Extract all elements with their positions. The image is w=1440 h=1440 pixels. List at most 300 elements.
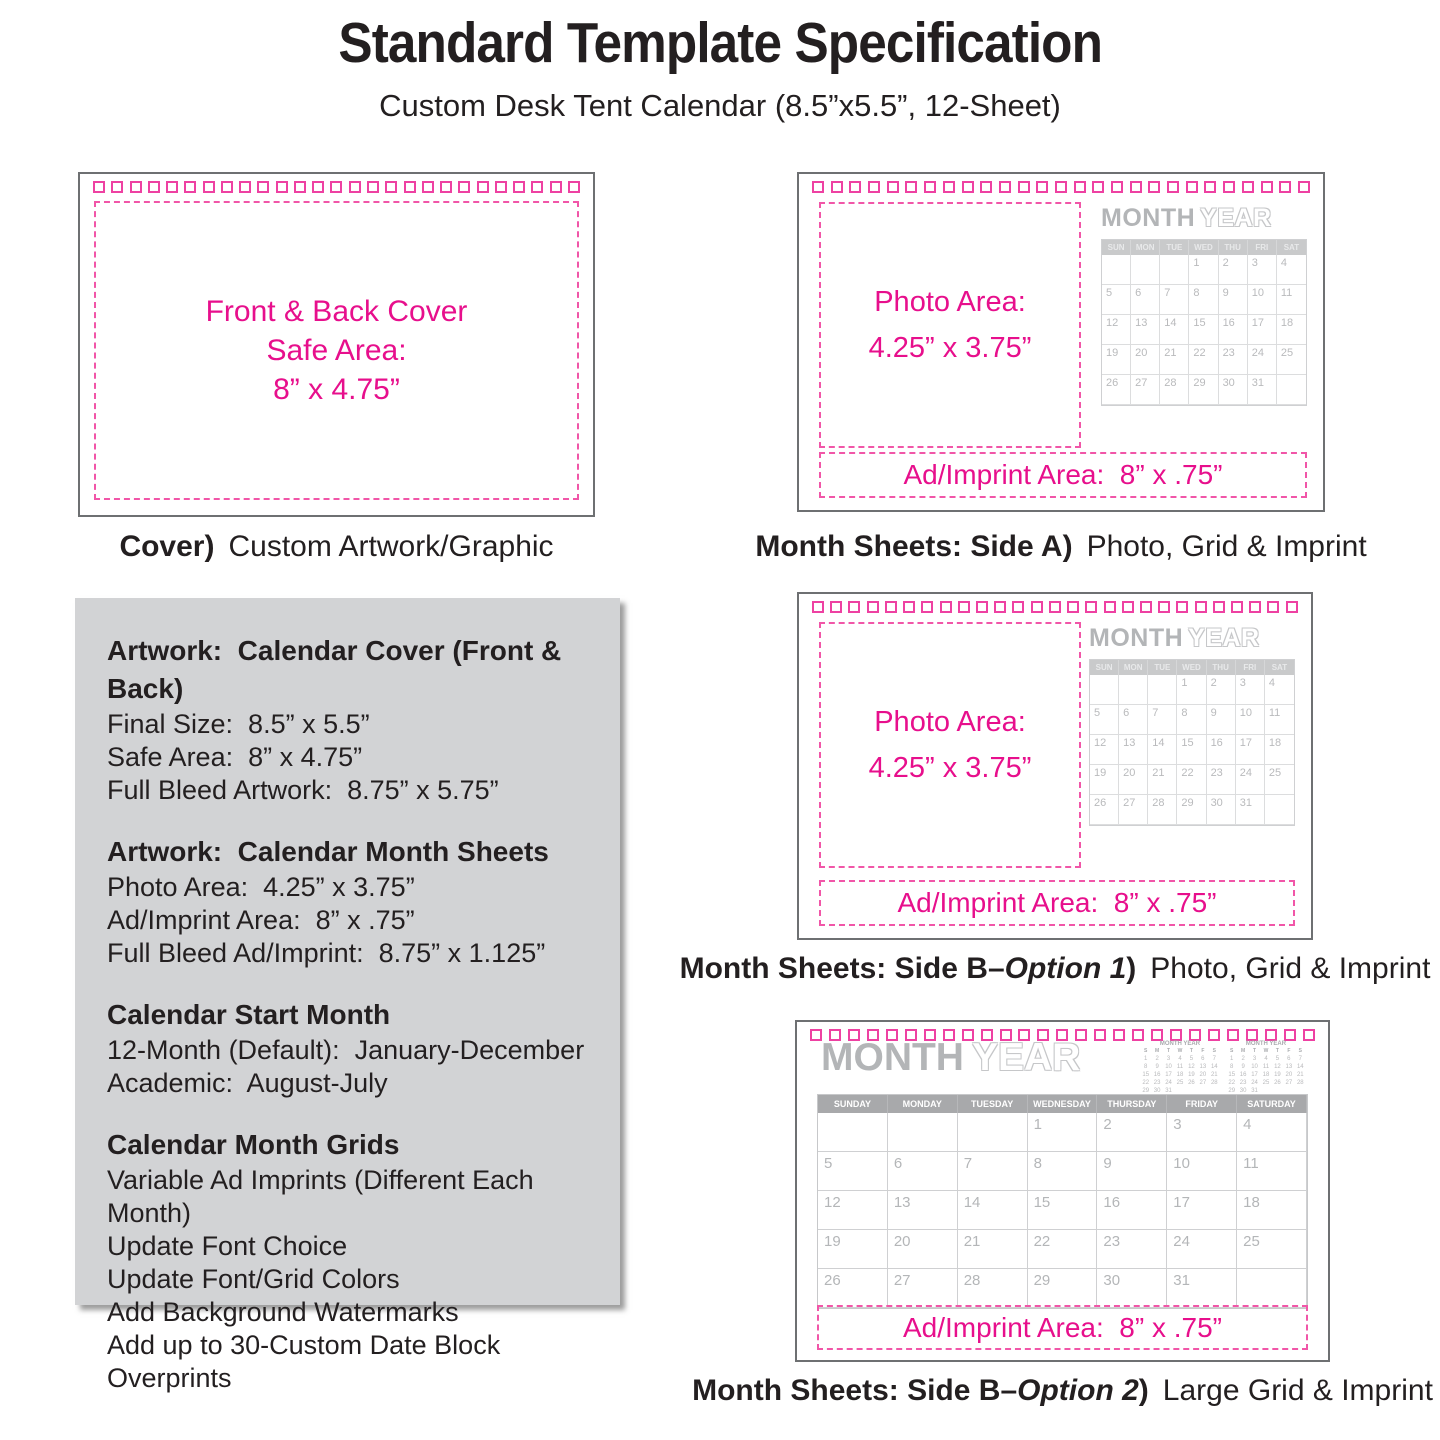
calendar-date-cell: 25 xyxy=(1277,345,1306,375)
spec-line: Add up to 30-Custom Date Block Overprints xyxy=(107,1330,508,1393)
tiny-date-cell: 23 xyxy=(1239,1080,1247,1086)
calendar-date-cell: 5 xyxy=(818,1152,888,1191)
binding-hole xyxy=(1074,181,1086,193)
calendar-day-header: MONDAY xyxy=(888,1095,958,1113)
binding-hole xyxy=(812,601,824,613)
calendar-date-cell: 20 xyxy=(888,1230,958,1269)
binding-hole xyxy=(1130,181,1142,193)
calendar-date-cell: 25 xyxy=(1237,1230,1307,1269)
calendar-date-cell: 14 xyxy=(1160,315,1189,345)
safe-area-label: 8” x 4.75” xyxy=(273,373,400,406)
binding-hole xyxy=(1104,601,1116,613)
binding-hole xyxy=(166,181,178,193)
binding-hole xyxy=(203,181,215,193)
calendar-date-cell: 29 xyxy=(1189,375,1218,405)
tiny-date-cell: 7 xyxy=(1298,1056,1302,1062)
binding-hole xyxy=(924,181,936,193)
page-title xyxy=(0,10,1440,76)
calendar-date-cell: 12 xyxy=(818,1191,888,1230)
tiny-day-letter: T xyxy=(1253,1048,1257,1054)
tiny-day-letter: M xyxy=(1241,1048,1246,1054)
calendar-date-cell xyxy=(1265,795,1294,825)
calendar-date-cell xyxy=(818,1113,888,1152)
binding-hole xyxy=(849,181,861,193)
calendar-date-cell: 3 xyxy=(1248,255,1277,285)
calendar-date-cell: 21 xyxy=(958,1230,1028,1269)
binding-hole xyxy=(458,181,470,193)
spec-section-lines xyxy=(107,1034,600,1100)
binding-hole xyxy=(1261,181,1273,193)
tiny-calendar-title: MONTH YEAR xyxy=(1245,1041,1287,1047)
spec-section-heading: Calendar Month Grids xyxy=(107,1129,400,1160)
tiny-date-cell: 13 xyxy=(1285,1064,1293,1070)
binding-hole xyxy=(1122,601,1134,613)
calendar-date-cell: 29 xyxy=(1028,1269,1098,1308)
calendar-date-cell xyxy=(1277,375,1306,405)
binding-hole xyxy=(1176,601,1188,613)
tiny-reference-calendar xyxy=(1140,1040,1220,1095)
photo-area-label: Photo Area: xyxy=(874,286,1026,318)
calendar-date-cell: 7 xyxy=(1160,285,1189,315)
binding-hole xyxy=(943,181,955,193)
calendar-date-cell: 27 xyxy=(1119,795,1148,825)
tiny-date-cell: 1 xyxy=(1230,1056,1234,1062)
binding-hole xyxy=(422,181,434,193)
calendar-date-cell: 10 xyxy=(1236,705,1265,735)
calendar-day-header-row xyxy=(1102,240,1306,255)
binding-hole xyxy=(531,181,543,193)
binding-hole xyxy=(1242,181,1254,193)
binding-hole xyxy=(1231,601,1243,613)
binding-hole xyxy=(1186,181,1198,193)
calendar-date-cell: 19 xyxy=(1102,345,1131,375)
binding-hole xyxy=(903,601,915,613)
calendar-date-cell: 3 xyxy=(1167,1113,1237,1152)
ad-imprint-label: Ad/Imprint Area: 8” x .75” xyxy=(897,887,1217,918)
tiny-date-cell: 2 xyxy=(1155,1056,1159,1062)
calendar-date-cell xyxy=(1119,675,1148,705)
tiny-date-cell: 21 xyxy=(1296,1072,1304,1078)
calendar-day-header: SUNDAY xyxy=(818,1095,888,1113)
spec-section-month-sheets xyxy=(107,833,600,970)
tiny-date-cell: 20 xyxy=(1285,1072,1293,1078)
tiny-date-cell: 8 xyxy=(1230,1064,1234,1070)
tiny-date-cell: 8 xyxy=(1144,1064,1148,1070)
binding-hole xyxy=(940,601,952,613)
mini-calendar xyxy=(1101,204,1307,406)
binding-hole xyxy=(1213,601,1225,613)
calendar-date-cell: 15 xyxy=(1177,735,1206,765)
calendar-date-cell: 24 xyxy=(1236,765,1265,795)
binding-hole xyxy=(312,181,324,193)
calendar-month-label: MONTH xyxy=(1089,624,1184,652)
calendar-date-cell: 11 xyxy=(1265,705,1294,735)
side-b-option2-caption xyxy=(655,1374,1440,1408)
side-a-caption xyxy=(737,530,1385,564)
calendar-day-header: SAT xyxy=(1277,240,1306,255)
tiny-date-cell: 19 xyxy=(1188,1072,1195,1078)
tiny-date-cell: 27 xyxy=(1285,1080,1293,1086)
calendar-date-cell: 8 xyxy=(1177,705,1206,735)
calendar-date-cell: 21 xyxy=(1160,345,1189,375)
binding-hole xyxy=(1140,601,1152,613)
tiny-date-cell: 11 xyxy=(1262,1064,1270,1070)
binding-hole xyxy=(513,181,525,193)
spec-section-month-grids xyxy=(107,1126,600,1395)
binding-hole xyxy=(1012,601,1024,613)
tiny-date-cell: 31 xyxy=(1165,1088,1172,1094)
calendar-date-cell: 9 xyxy=(1207,705,1236,735)
photo-area-label: 4.25” x 3.75” xyxy=(868,752,1032,784)
tiny-date-cell: 29 xyxy=(1142,1088,1150,1094)
binding-hole xyxy=(830,601,842,613)
binding-hole xyxy=(868,181,880,193)
calendar-date-cell: 15 xyxy=(1189,315,1218,345)
calendar-date-cell: 11 xyxy=(1277,285,1306,315)
calendar-day-header: THU xyxy=(1207,660,1236,675)
calendar-date-cell: 16 xyxy=(1097,1191,1167,1230)
calendar-date-cell: 13 xyxy=(1119,735,1148,765)
calendar-date-cell: 28 xyxy=(1160,375,1189,405)
tiny-date-cell: 10 xyxy=(1251,1064,1258,1070)
calendar-date-cell: 17 xyxy=(1167,1191,1237,1230)
calendar-date-cell: 2 xyxy=(1207,675,1236,705)
calendar-date-cell: 9 xyxy=(1219,285,1248,315)
tiny-date-cell: 30 xyxy=(1239,1088,1247,1094)
calendar-day-header: WED xyxy=(1189,240,1218,255)
tiny-date-cell: 5 xyxy=(1275,1056,1280,1062)
photo-area-label: Photo Area: xyxy=(874,706,1026,738)
spec-line: Full Bleed Ad/Imprint: 8.75” x 1.125” xyxy=(107,938,546,968)
caption-italic: Option 1 xyxy=(1004,952,1127,985)
calendar-day-header: SUN xyxy=(1090,660,1119,675)
calendar-date-cell xyxy=(1131,255,1160,285)
calendar-date-cell: 31 xyxy=(1167,1269,1237,1308)
calendar-date-cell: 6 xyxy=(1131,285,1160,315)
spec-section-heading: Artwork: Calendar Month Sheets xyxy=(107,836,549,867)
calendar-date-cell: 10 xyxy=(1248,285,1277,315)
tiny-date-cell: 31 xyxy=(1251,1088,1258,1094)
calendar-date-cell: 26 xyxy=(1102,375,1131,405)
caption-bold: ) xyxy=(1138,1374,1149,1407)
calendar-date-cell: 24 xyxy=(1167,1230,1237,1269)
calendar-date-cell: 7 xyxy=(958,1152,1028,1191)
calendar-date-cell: 27 xyxy=(888,1269,958,1308)
tiny-day-letter: S xyxy=(1144,1048,1148,1054)
tiny-reference-calendar xyxy=(1226,1040,1306,1095)
ad-imprint-box xyxy=(819,452,1307,498)
tiny-date-cell: 25 xyxy=(1176,1080,1184,1086)
calendar-date-cell: 28 xyxy=(958,1269,1028,1308)
binding-holes-strip xyxy=(93,181,580,193)
calendar-date-cell xyxy=(1148,675,1177,705)
tiny-date-cell: 30 xyxy=(1153,1088,1161,1094)
binding-hole xyxy=(550,181,562,193)
binding-hole xyxy=(1031,601,1043,613)
calendar-date-cell: 9 xyxy=(1097,1152,1167,1191)
ad-imprint-box xyxy=(819,880,1295,926)
spec-section-lines xyxy=(107,1164,600,1395)
safe-area-box xyxy=(94,201,579,500)
calendar-date-cell: 13 xyxy=(1131,315,1160,345)
binding-hole xyxy=(1113,1029,1125,1041)
calendar-date-cell: 8 xyxy=(1028,1152,1098,1191)
binding-hole xyxy=(1092,181,1104,193)
binding-hole xyxy=(885,601,897,613)
tiny-date-cell: 25 xyxy=(1262,1080,1270,1086)
calendar-title xyxy=(1089,624,1295,653)
calendar-date-cell: 8 xyxy=(1189,285,1218,315)
binding-hole xyxy=(221,181,233,193)
calendar-date-cell: 20 xyxy=(1131,345,1160,375)
calendar-day-header: THU xyxy=(1219,240,1248,255)
binding-hole xyxy=(1158,601,1170,613)
tiny-date-cell: 16 xyxy=(1153,1072,1161,1078)
binding-hole xyxy=(1223,181,1235,193)
calendar-day-header-row xyxy=(818,1095,1307,1113)
tiny-day-letter-row xyxy=(1226,1048,1306,1055)
spec-line: Photo Area: 4.25” x 3.75” xyxy=(107,872,415,902)
tiny-day-letter: T xyxy=(1275,1048,1279,1054)
photo-area-label: 4.25” x 3.75” xyxy=(868,332,1032,364)
spec-line: Ad/Imprint Area: 8” x .75” xyxy=(107,905,415,935)
tiny-date-cell: 2 xyxy=(1241,1056,1245,1062)
calendar-date-cell: 5 xyxy=(1102,285,1131,315)
calendar-grid xyxy=(817,1094,1308,1309)
calendar-date-cell: 2 xyxy=(1097,1113,1167,1152)
calendar-date-cell: 22 xyxy=(1028,1230,1098,1269)
caption-rest: Large Grid & Imprint xyxy=(1162,1374,1433,1407)
tiny-date-cell: 24 xyxy=(1251,1080,1258,1086)
caption-bold: ) xyxy=(1126,952,1137,985)
calendar-date-cell: 14 xyxy=(1148,735,1177,765)
calendar-month-label: MONTH xyxy=(1101,204,1196,232)
binding-hole xyxy=(976,601,988,613)
calendar-year-label: YEAR xyxy=(971,1036,1081,1079)
calendar-day-header: TUE xyxy=(1160,240,1189,255)
calendar-day-header: TUESDAY xyxy=(958,1095,1028,1113)
binding-hole xyxy=(93,181,105,193)
cover-panel xyxy=(78,172,595,517)
tiny-date-cell: 26 xyxy=(1188,1080,1195,1086)
spec-line: Safe Area: 8” x 4.75” xyxy=(107,742,363,772)
binding-hole xyxy=(1167,181,1179,193)
calendar-date-cell: 6 xyxy=(888,1152,958,1191)
ad-imprint-label: Ad/Imprint Area: 8” x .75” xyxy=(902,1311,1223,1343)
ad-imprint-label: Ad/Imprint Area: 8” x .75” xyxy=(903,459,1223,490)
tiny-date-cell: 18 xyxy=(1176,1072,1184,1078)
binding-hole xyxy=(1267,601,1279,613)
binding-hole xyxy=(905,181,917,193)
calendar-date-grid xyxy=(1102,255,1306,405)
tiny-day-letter: S xyxy=(1230,1048,1234,1054)
ad-imprint-box xyxy=(817,1305,1308,1350)
binding-hole xyxy=(1249,601,1261,613)
binding-hole xyxy=(349,181,361,193)
tiny-date-cell: 12 xyxy=(1188,1064,1195,1070)
tiny-date-cell: 3 xyxy=(1166,1056,1171,1062)
binding-hole xyxy=(294,181,306,193)
tiny-day-letter: S xyxy=(1212,1048,1216,1054)
calendar-date-cell: 12 xyxy=(1090,735,1119,765)
binding-hole xyxy=(812,181,824,193)
calendar-date-cell: 1 xyxy=(1189,255,1218,285)
calendar-date-cell: 31 xyxy=(1236,795,1265,825)
spec-section-lines xyxy=(107,708,600,807)
calendar-day-header: TUE xyxy=(1148,660,1177,675)
spec-line: Update Font Choice xyxy=(107,1231,348,1261)
calendar-date-cell: 27 xyxy=(1131,375,1160,405)
calendar-day-header: MON xyxy=(1131,240,1160,255)
tiny-date-cell: 6 xyxy=(1201,1056,1205,1062)
binding-hole xyxy=(1195,601,1207,613)
calendar-date-cell: 25 xyxy=(1265,765,1294,795)
binding-hole xyxy=(239,181,251,193)
tiny-date-cell: 13 xyxy=(1199,1064,1207,1070)
tiny-date-cell: 24 xyxy=(1165,1080,1172,1086)
safe-area-label: Front & Back Cover xyxy=(205,295,468,328)
calendar-day-header: SATURDAY xyxy=(1237,1095,1307,1113)
calendar-day-header: WEDNESDAY xyxy=(1028,1095,1098,1113)
binding-hole xyxy=(1298,181,1310,193)
tiny-date-cell: 14 xyxy=(1210,1064,1218,1070)
tiny-date-cell: 16 xyxy=(1239,1072,1247,1078)
calendar-date-cell: 11 xyxy=(1237,1152,1307,1191)
binding-hole xyxy=(276,181,288,193)
tiny-date-cell: 19 xyxy=(1274,1072,1281,1078)
tiny-date-cell: 20 xyxy=(1199,1072,1207,1078)
binding-holes-strip xyxy=(812,181,1310,193)
calendar-date-cell: 23 xyxy=(1207,765,1236,795)
caption-bold: Month Sheets: Side B– xyxy=(679,952,1005,985)
side-b-option1-caption xyxy=(655,952,1440,986)
tiny-date-cell: 22 xyxy=(1142,1080,1150,1086)
binding-hole xyxy=(1036,181,1048,193)
tiny-date-grid xyxy=(1140,1055,1220,1095)
binding-hole xyxy=(994,601,1006,613)
calendar-day-header: THURSDAY xyxy=(1097,1095,1167,1113)
tiny-date-cell: 22 xyxy=(1228,1080,1236,1086)
binding-hole xyxy=(404,181,416,193)
tiny-date-cell: 15 xyxy=(1142,1072,1150,1078)
binding-hole xyxy=(1094,1029,1106,1041)
calendar-month-label: MONTH xyxy=(821,1036,964,1079)
tiny-day-letter: F xyxy=(1287,1048,1291,1054)
tiny-date-cell: 4 xyxy=(1264,1056,1268,1062)
binding-hole xyxy=(385,181,397,193)
caption-rest: Photo, Grid & Imprint xyxy=(1150,952,1431,985)
calendar-day-header: FRI xyxy=(1236,660,1265,675)
tiny-day-letter: S xyxy=(1298,1048,1302,1054)
calendar-date-cell: 21 xyxy=(1148,765,1177,795)
calendar-date-cell: 13 xyxy=(888,1191,958,1230)
spec-line: 12-Month (Default): January-December xyxy=(107,1035,585,1065)
calendar-date-cell: 23 xyxy=(1219,345,1248,375)
binding-hole xyxy=(831,181,843,193)
calendar-year-label: YEAR xyxy=(1188,624,1260,652)
binding-hole xyxy=(848,601,860,613)
calendar-day-header: FRI xyxy=(1248,240,1277,255)
calendar-date-cell: 6 xyxy=(1119,705,1148,735)
spec-section-heading: Artwork: Calendar Cover (Front & Back) xyxy=(107,635,570,704)
calendar-date-cell xyxy=(1090,675,1119,705)
binding-holes-strip xyxy=(812,601,1298,613)
binding-hole xyxy=(367,181,379,193)
large-calendar xyxy=(817,1094,1308,1309)
tiny-day-letter: W xyxy=(1263,1048,1269,1054)
calendar-date-cell: 15 xyxy=(1028,1191,1098,1230)
mini-calendar xyxy=(1089,624,1295,826)
binding-hole xyxy=(568,181,580,193)
tiny-date-cell: 27 xyxy=(1199,1080,1207,1086)
tiny-date-cell: 14 xyxy=(1296,1064,1304,1070)
binding-hole xyxy=(1085,601,1097,613)
calendar-date-cell: 16 xyxy=(1207,735,1236,765)
binding-hole xyxy=(111,181,123,193)
tiny-date-cell: 28 xyxy=(1296,1080,1304,1086)
calendar-year-label: YEAR xyxy=(1200,204,1272,232)
calendar-date-cell: 18 xyxy=(1265,735,1294,765)
calendar-date-cell: 3 xyxy=(1236,675,1265,705)
calendar-date-cell: 10 xyxy=(1167,1152,1237,1191)
calendar-date-cell: 20 xyxy=(1119,765,1148,795)
tiny-day-letter: T xyxy=(1189,1048,1193,1054)
calendar-date-cell: 17 xyxy=(1248,315,1277,345)
calendar-date-cell: 4 xyxy=(1277,255,1306,285)
binding-hole xyxy=(1204,181,1216,193)
month-sheet-panel-side-a xyxy=(797,172,1325,512)
caption-bold: Month Sheets: Side B– xyxy=(692,1374,1018,1407)
binding-hole xyxy=(921,601,933,613)
caption-bold: Month Sheets: Side A) xyxy=(755,530,1073,563)
calendar-date-grid xyxy=(1090,675,1294,825)
tiny-day-letter-row xyxy=(1140,1048,1220,1055)
calendar-date-cell: 7 xyxy=(1148,705,1177,735)
calendar-day-header: MON xyxy=(1119,660,1148,675)
calendar-day-header: FRIDAY xyxy=(1167,1095,1237,1113)
calendar-date-cell: 1 xyxy=(1028,1113,1098,1152)
calendar-day-header: WED xyxy=(1177,660,1206,675)
tiny-date-cell: 6 xyxy=(1287,1056,1291,1062)
binding-hole xyxy=(495,181,507,193)
calendar-date-cell: 24 xyxy=(1248,345,1277,375)
binding-hole xyxy=(867,601,879,613)
tiny-date-cell: 26 xyxy=(1274,1080,1281,1086)
calendar-date-cell: 18 xyxy=(1237,1191,1307,1230)
spec-line: Add Background Watermarks xyxy=(107,1297,459,1327)
binding-hole xyxy=(962,181,974,193)
photo-area-box xyxy=(819,622,1081,868)
calendar-date-cell: 30 xyxy=(1219,375,1248,405)
page-title-text: Standard Template Specification xyxy=(338,11,1102,75)
binding-hole xyxy=(440,181,452,193)
binding-hole xyxy=(887,181,899,193)
calendar-date-cell: 12 xyxy=(1102,315,1131,345)
binding-hole xyxy=(1055,181,1067,193)
calendar-date-cell xyxy=(888,1113,958,1152)
spec-section-heading: Calendar Start Month xyxy=(107,999,391,1030)
cover-caption-rest: Custom Artwork/Graphic xyxy=(228,530,554,563)
tiny-date-cell: 4 xyxy=(1178,1056,1182,1062)
calendar-day-header: SAT xyxy=(1265,660,1294,675)
tiny-date-cell: 28 xyxy=(1210,1080,1218,1086)
tiny-date-cell: 5 xyxy=(1189,1056,1194,1062)
cover-caption-bold: Cover) xyxy=(119,530,215,563)
binding-hole xyxy=(148,181,160,193)
binding-hole xyxy=(257,181,269,193)
binding-hole xyxy=(980,181,992,193)
calendar-date-cell: 19 xyxy=(818,1230,888,1269)
